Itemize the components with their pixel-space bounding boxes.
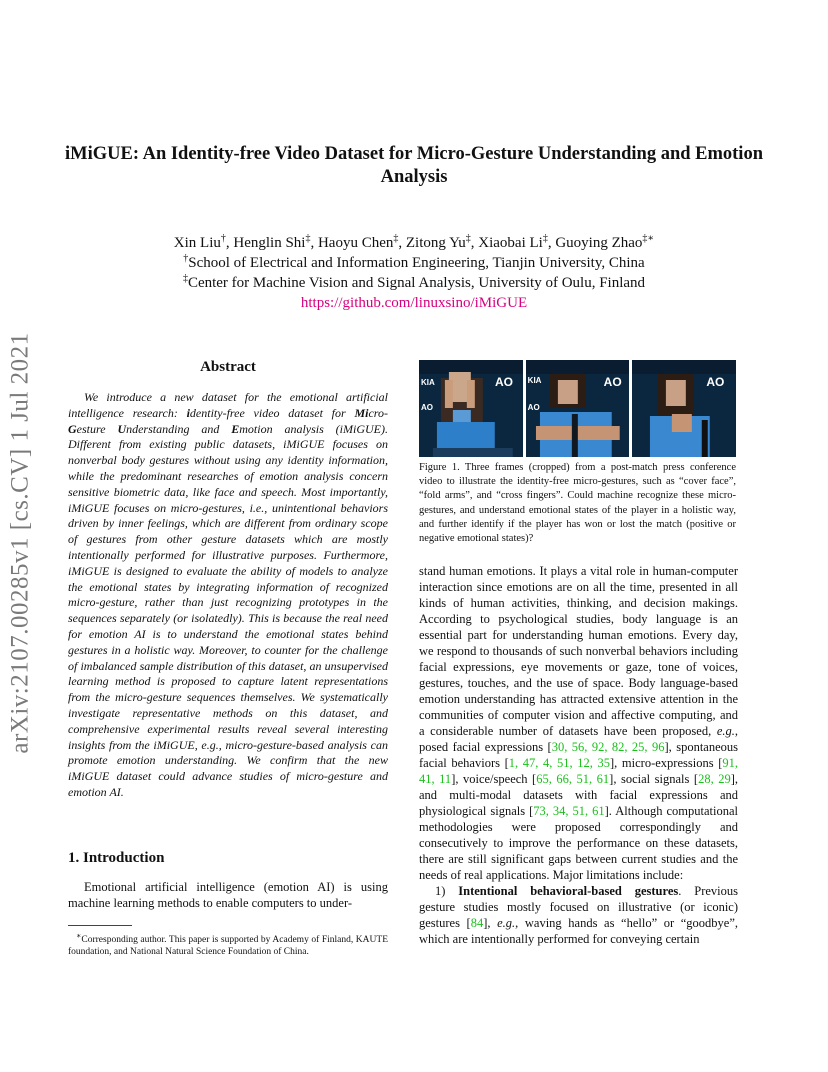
abstract-heading: Abstract [200,359,256,375]
footnote-rule [68,925,132,926]
frame-cross-fingers [632,360,736,457]
author-block [40,233,788,313]
citation[interactable]: 73, 34, 51, 61 [533,804,605,818]
author: Zitong Yu‡ [405,233,471,251]
paper-title: iMiGUE: An Identity-free Video Dataset for Micro-Gesture Understanding and Emotion Analysis [64,144,763,187]
ao-logo-partial: AO [421,403,433,412]
author: Guoying Zhao‡∗ [555,233,655,251]
citation[interactable]: 30, 56, 92, 82, 25, 96 [551,740,665,754]
citation[interactable]: 1, 47, 4, 51, 12, 35 [508,756,611,770]
right-column-text [419,563,738,947]
author: Haoyu Chen‡ [317,233,399,251]
arxiv-stamp [4,305,38,780]
citation[interactable]: 65, 66, 51, 61 [536,772,610,786]
abstract-text: We introduce a new dataset for the emotional artificial intelligence research: identity-free video dataset for Micro-Gesture Understanding and Emotion analysis (iMiGUE). Different from existing public datasets, iMiGUE focuses on nonverbal body gestures without using any identity information, while the predominant researches of emotion analysis concern sensitive biometric data, like face and speech. Most importantly, iMiGUE focuses on micro-gestures, i.e., unintentional behaviors driven by inner feelings, which are different from ordinary scope of gestures from other gesture datasets which are mostly intentionally performed for illustrative purposes. Furthermore, iMiGUE is designed to evaluate the ability of models to analyze the emotional states by integrating information of recognized micro-gesture, rather than just recognizing prototypes in the sequences separately (or isolatedly). This is because the real need for emotion AI is to understand the emotional states behind gestures in a holistic way. Moreover, to counter for the challenge of imbalanced sample distribution of this dataset, an unsupervised learning method is proposed to capture latent representations from the micro-gesture sequences themselves. We systematically investigate representative methods on this dataset, and comprehensive experimental results reveal several interesting insights from the iMiGUE, e.g., micro-gesture-based analysis can promote emotion understanding. We confirm that the new iMiGUE dataset could advance studies of micro-gesture and emotion AI. [68,390,388,799]
figure-1 [419,360,736,457]
intro-paragraph-continued: stand human emotions. It plays a vital role in human-computer interaction since emotions are on all the time, presented in all kinds of human activities, thinking, and decision makings. According to psychological studies, body language is an essential part for understanding human emotions. Every day, we respond to thousands of such nonverbal behaviors including facial expressions, eye movements or gaze, tone of voices, gestures, touches, and the use of space. Body language-based emotion understanding has attracted extensive attention in the communities of computer vision and affective computing, and a considerable number of datasets have been proposed, e.g., posed facial expressions [30, 56, 92, 82, 25, 96], spontaneous facial behaviors [1, 47, 4, 51, 12, 35], micro-expressions [91, 41, 11], voice/speech [65, 66, 51, 61], social signals [28, 29], and multi-modal datasets with facial expressions and physiological signals [73, 34, 51, 61]. Although computational methodologies were proposed correspondingly and consecutively to improve the performance on these datasets, there are still significant gaps between current studies and the needs of real applications. Major limitations include: [419,564,739,882]
arxiv-stamp-text: arXiv:2107.00285v1 [cs.CV] 1 Jul 2021 [7,331,34,754]
author: Henglin Shi‡ [233,233,311,251]
citation[interactable]: 28, 29 [698,772,731,786]
sponsor-label: KIA [421,378,435,387]
citation[interactable]: 91, 41, 11 [419,756,738,786]
frame-cover-face [419,360,523,457]
affiliation-2: ‡Center for Machine Vision and Signal Analysis, University of Oulu, Finland [182,273,646,291]
ao-logo-partial: AO [527,403,540,412]
limitation-1-paragraph: 1) Intentional behavioral-based gestures. Previous gesture studies mostly focused on illustrative (or iconic) gestures [84], e.g., waving hands as “hello” or “goodbye”, which are intentionally performed for conveying certain [419,884,738,946]
author: Xin Liu† [173,233,226,251]
author: Xiaobai Li‡ [478,233,548,251]
section-heading-introduction: 1. Introduction [68,850,165,866]
figure-caption: Figure 1. Three frames (cropped) from a post-match press conference video to illustrate the identity-free micro-gestures, such as “cover face”, “fold arms”, and “cross fingers”. Could machine recognize these micro-gestures, and understand emotional states of the player in a holistic way, and further identify if the player has won or lost the match (positive or negative emotional states)? [419,462,736,545]
sponsor-label: KIA [527,376,542,385]
frame-fold-arms [526,360,630,457]
author-list: Xin Liu†, Henglin Shi‡, Haoyu Chen‡, Zitong Yu‡, Xiaobai Li‡, Guoying Zhao‡∗ [173,233,655,251]
citation[interactable]: 84 [470,916,484,930]
intro-paragraph: Emotional artificial intelligence (emotion AI) is using machine learning methods to enable computers to under- [68,880,388,910]
ao-logo: AO [706,375,725,389]
github-link[interactable]: https://github.com/linuxsino/iMiGUE [300,295,528,311]
ao-logo: AO [495,375,513,389]
affiliation-1: †School of Electrical and Information Engineering, Tianjin University, China [183,253,645,271]
ao-logo: AO [603,375,622,389]
footnote: ∗Corresponding author. This paper is supported by Academy of Finland, KAUTE foundation, and National Natural Science Foundation of China. [68,931,388,958]
